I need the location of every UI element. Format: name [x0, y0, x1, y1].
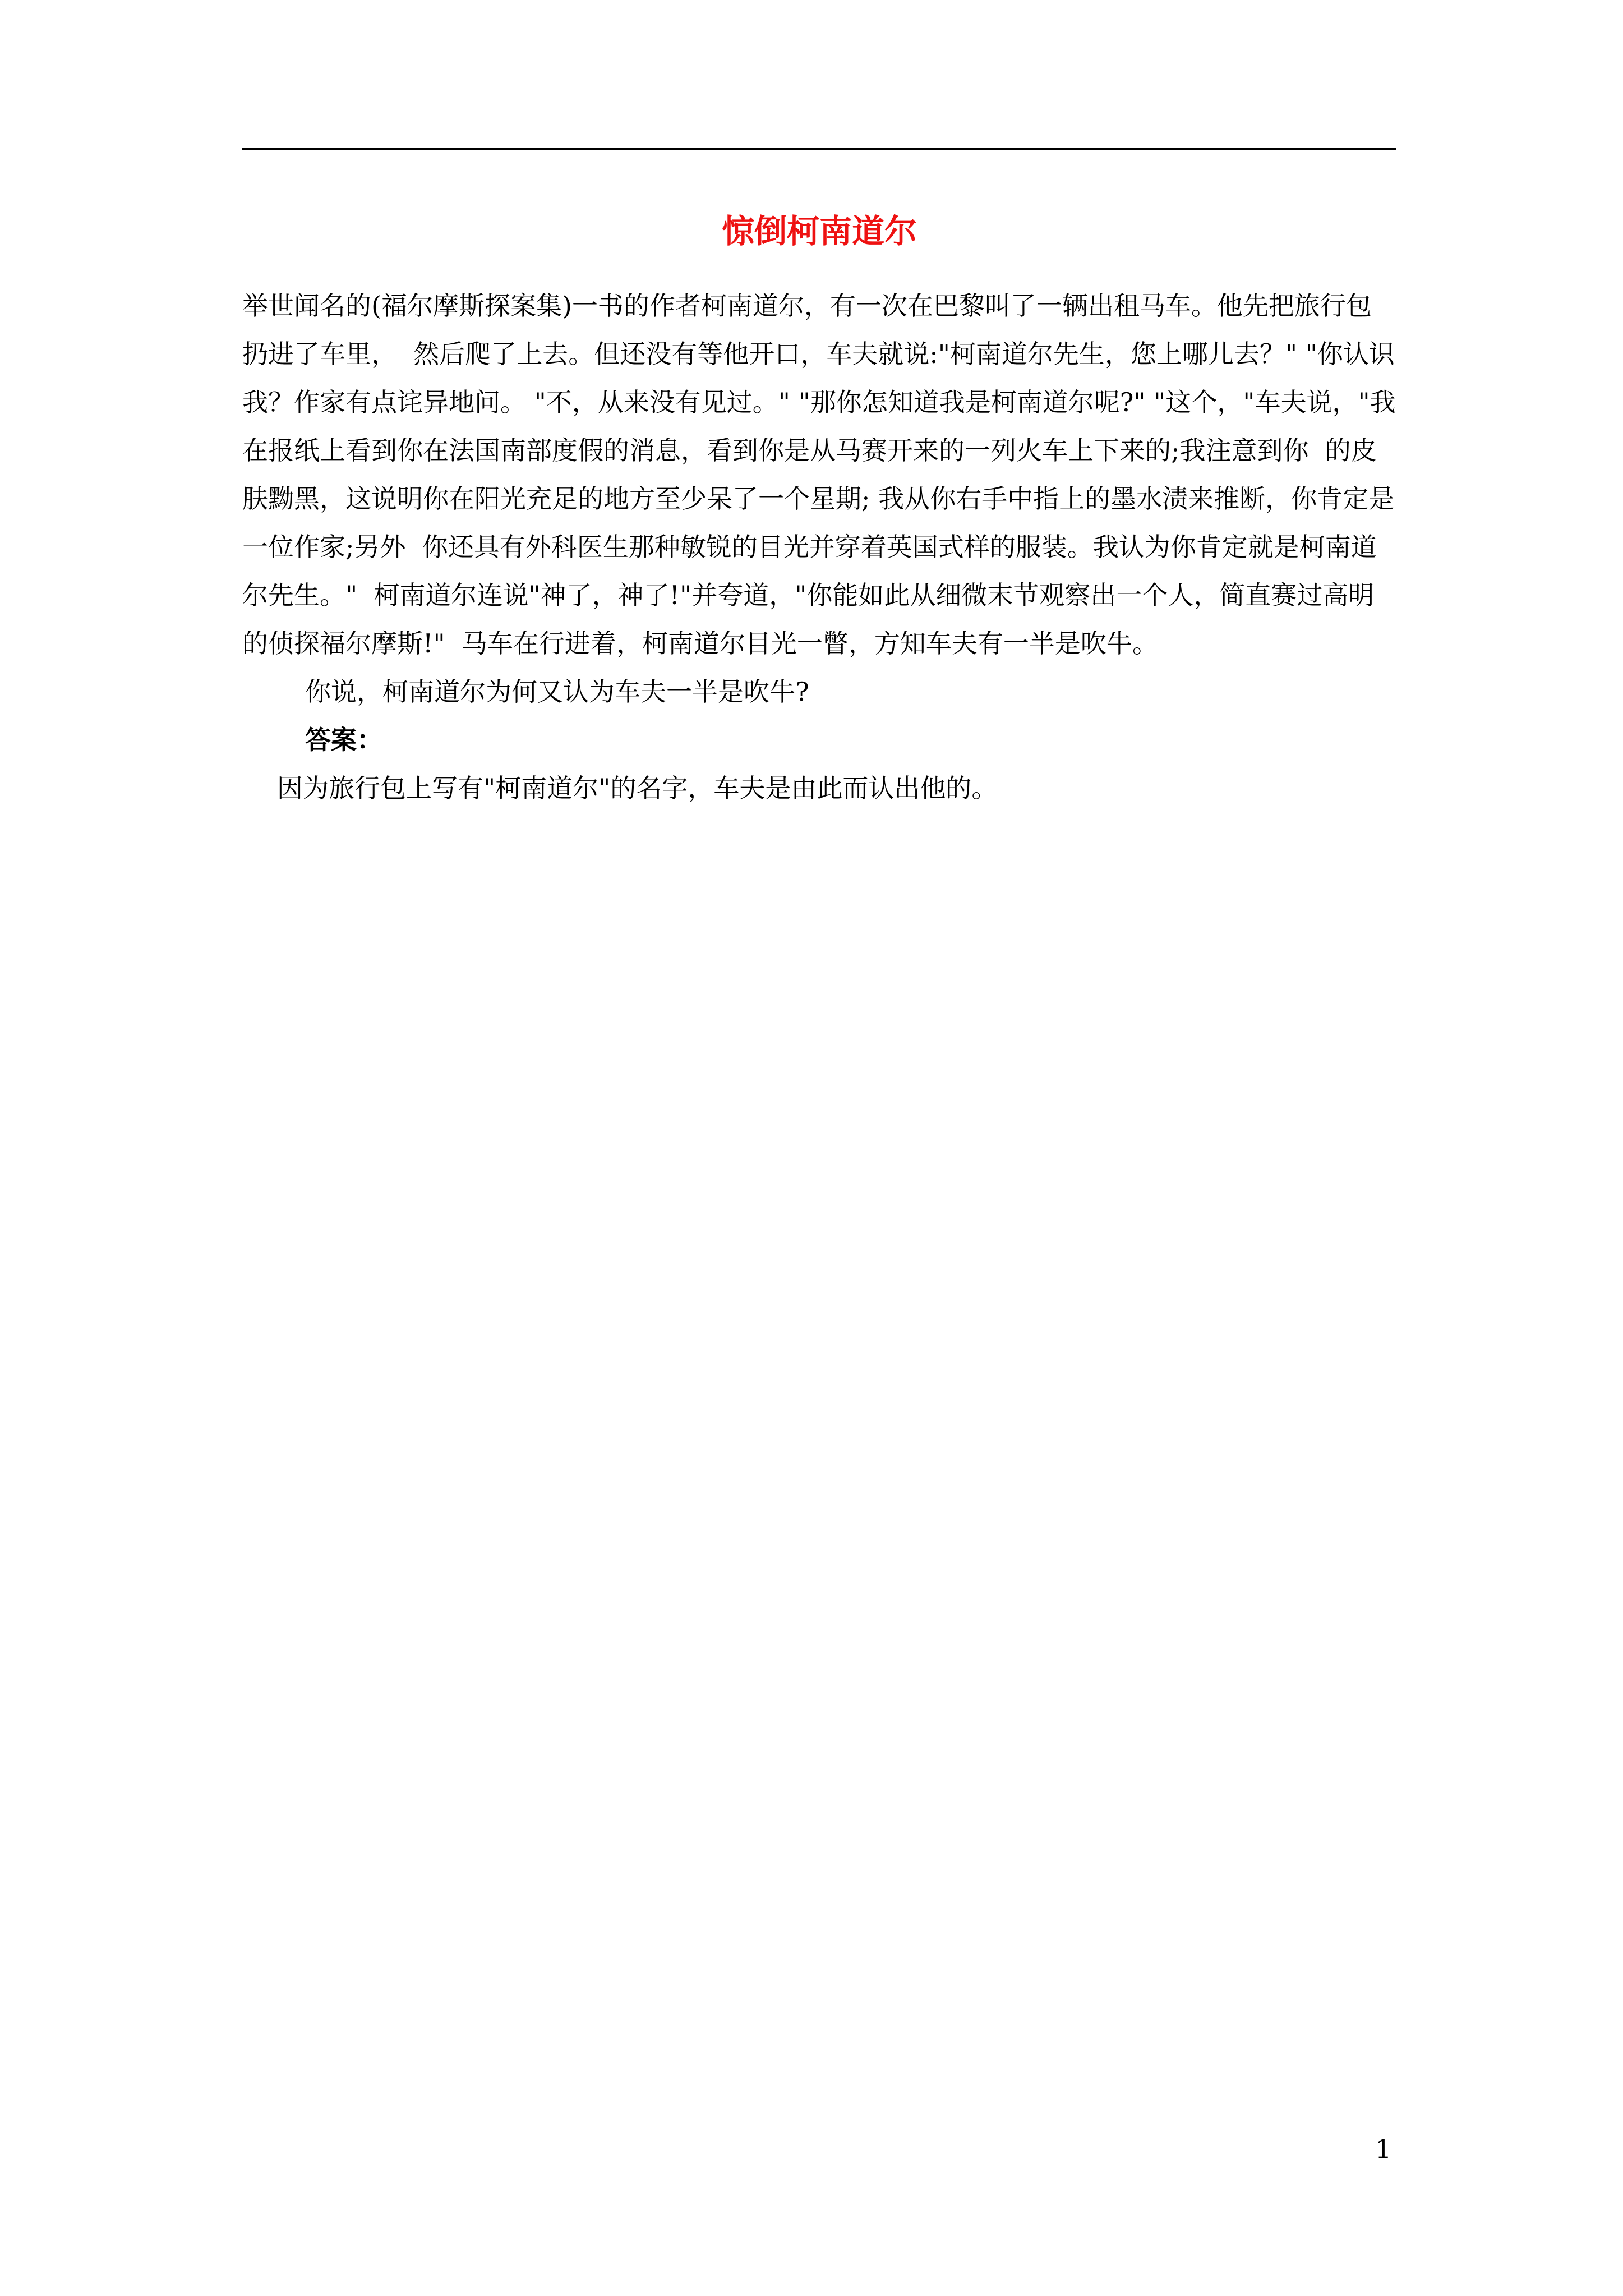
- header-rule: [242, 148, 1396, 150]
- answer-text: 因为旅行包上写有"柯南道尔"的名字，车夫是由此而认出他的。: [277, 773, 998, 803]
- question-text: 你说，柯南道尔为何又认为车夫一半是吹牛?: [305, 677, 809, 707]
- story-paragraph: 举世闻名的(福尔摩斯探案集)一书的作者柯南道尔，有一次在巴黎叫了一辆出租马车。他先把旅行包扔进了车里， 然后爬了上去。但还没有等他开口，车夫就说:"柯南道尔先生，您上哪儿去？" "你认识我？作家有点诧异地问。 "不，从来没有见过。" "那你怎知道我是柯南道尔呢?" "这个，"车夫说，"我在报纸上看到你在法国南部度假的消息，看到你是从马赛开来的一列火车上下来的;我注意到你 的皮肤黝黑，这说明你在阳光充足的地方至少呆了一个星期; 我从你右手中指上的墨水渍来推断，你肯定是一位作家;另外 你还具有外科医生那种敏锐的目光并穿着英国式样的服装。我认为你肯定就是柯南道尔先生。" 柯南道尔连说"神了，神了!"并夸道，"你能如此从细微末节观察出一个人，简直赛过高明的侦探福尔摩斯!" 马车在行进着，柯南道尔目光一瞥，方知车夫有一半是吹牛。: [242, 291, 1396, 659]
- document-body: [242, 282, 1396, 812]
- answer-label: 答案：: [305, 725, 382, 755]
- document-title: 惊倒柯南道尔: [721, 212, 917, 250]
- page-number: 1: [1375, 2134, 1392, 2164]
